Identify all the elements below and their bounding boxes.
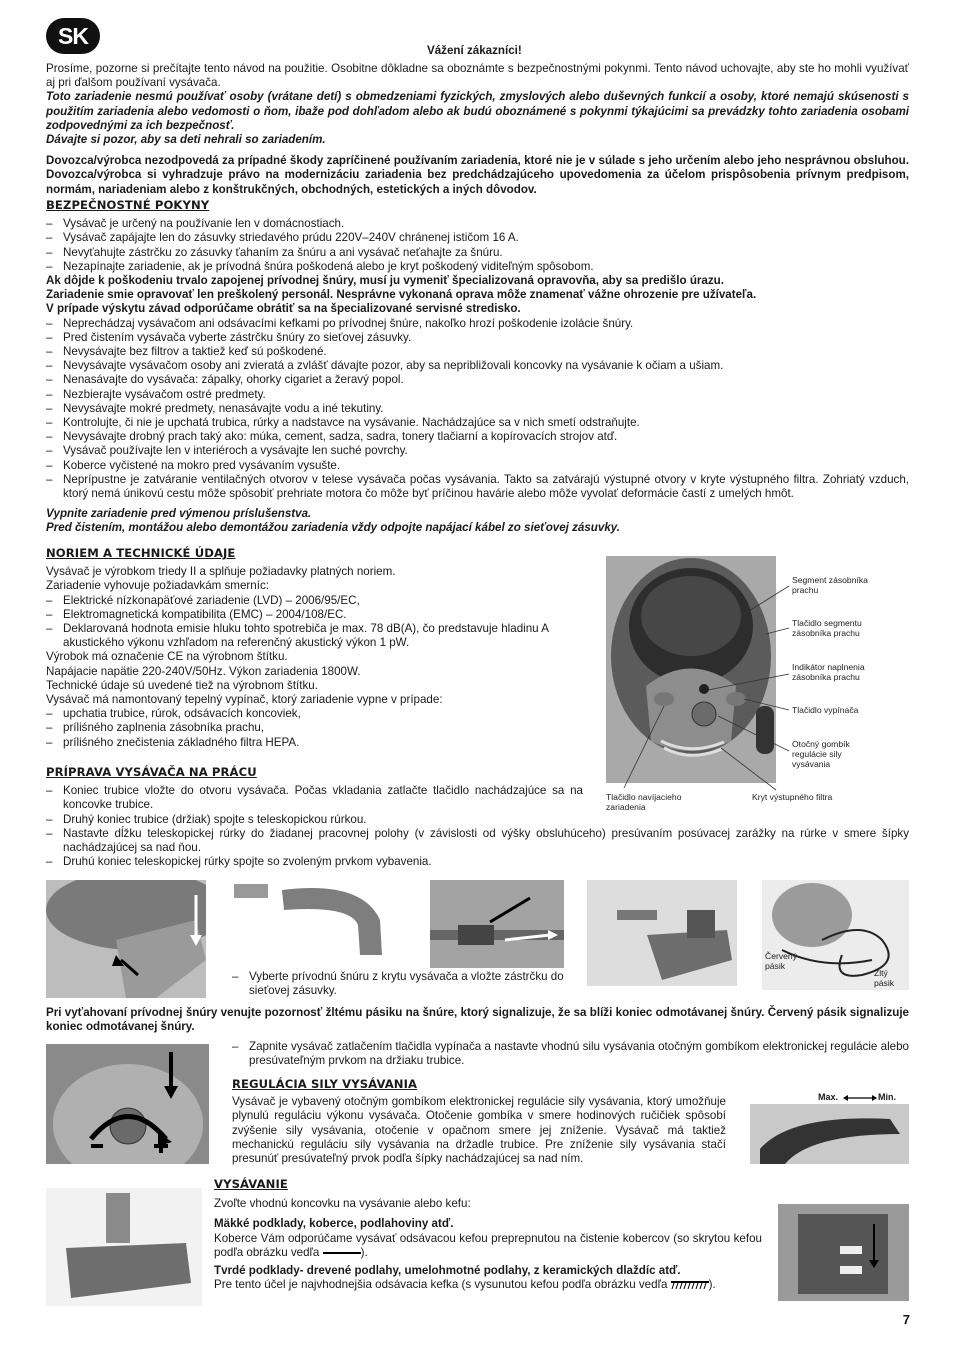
- retracted-brush-icon: [323, 1250, 361, 1256]
- list-item: – Deklarovaná hodnota emisie hluku tohto spotrebiča je max. 78 dB(A), čo predstavuje hladinu A akustického výkonu vzhľadom na referenčný akustický výkon 1 pW.: [46, 622, 591, 650]
- prep-section: [46, 765, 909, 869]
- norms-line: Vysávač je výrobkom triedy II a splňuje požiadavky platných noriem.: [46, 565, 396, 579]
- list-item: – Kontrolujte, či nie je upchatá trubica, rúrky a nadstavce na vysávanie. Nachádzajúce sa v nich smetí odstraňujte.: [46, 416, 909, 430]
- norms-line: Napájacie napätie 220-240V/50Hz. Výkon zariadenia 1800W.: [46, 664, 361, 678]
- norms-line: Zariadenie vyhovuje požiadavkám smerníc:: [46, 579, 269, 593]
- norms-line: Technické údaje sú uvedené tiež na výrobnom štítku.: [46, 678, 318, 692]
- label-red-stripe: Červený pásik: [765, 951, 797, 972]
- list-item: – Pred čistením vysávača vyberte zástrčku šnúry zo sieťovej zásuvky.: [46, 331, 909, 345]
- list-item: – Vysávač je určený na používanie len v domácnostiach.: [46, 217, 909, 231]
- label-indicator: Indikátor naplnenia zásobníka prachu: [792, 662, 865, 683]
- safety-heading: BEZPEČNOSTNÉ POKYNY: [46, 198, 210, 212]
- list-item: – Vysávač používajte len v interiéroch a vysávajte len suché povrchy.: [46, 444, 909, 458]
- telescopic-tube-illustration: [430, 880, 564, 968]
- hose-insert-illustration: [46, 880, 206, 998]
- safety-section: [46, 198, 909, 536]
- list-item: – Neprechádzaj vysávačom ani odsávacími kefkami po prívodnej šnúre, nakoľko hrozí poškodenie izolácie šnúry.: [46, 317, 909, 331]
- vacuuming-heading: VYSÁVANIE: [214, 1177, 288, 1191]
- nozzle-switch-illustration: [778, 1204, 909, 1301]
- list-item: – príliśného znečistenia základného filtra HEPA.: [46, 736, 591, 750]
- photo-floor-brush: [587, 880, 737, 986]
- label-segment-button: Tlačidlo segmentu zásobníka prachu: [792, 618, 862, 639]
- regulation-heading: REGULÁCIA SILY VYSÁVANIA: [232, 1077, 418, 1091]
- disclaimer-text: Dovozca/výrobca nezodpovedá za prípadné škody zapríčinené používaním zariadenia, ktoré nie je v súlade s jeho určením alebo jeho nesprávnou obsluhou. Dovozca/výrobca si vyhradzuje právo na modernizáciu zariadenia bez predchádzajúceho upovedomenia za účelom prispôsobenia prívnym predpisom, normám, nariadeniam alebo z konštrukčných, obchodných, estetických a iných dôvodov.: [46, 154, 909, 196]
- list-item: – Nezbierajte vysávačom ostré predmety.: [46, 388, 909, 402]
- norms-line: Vysávač má namontovaný tepelný vypínač, ktorý zariadenie vypne v prípade:: [46, 693, 443, 707]
- list-item: – Nastavte dĺžku teleskopickej rúrky do žiadanej pracovnej polohy (v závislosti od výšky obsluhúceho) presúvaním posúvacej zarážky na rúrke v smere šípky nachádzajúcej sa nad ňou.: [46, 827, 909, 855]
- label-filter-cover: Kryt výstupného filtra: [752, 792, 833, 802]
- norms-line: Výrobok má označenie CE na výrobnom štítku.: [46, 650, 288, 664]
- list-item: – Vyberte prívodnú šnúru z krytu vysávača a vložte zástrčku do sieťovej zásuvky.: [232, 970, 572, 998]
- greeting: Vážení zákazníci!: [427, 44, 522, 57]
- cord-list: [232, 970, 572, 998]
- min-label: Min.: [878, 1092, 896, 1102]
- label-knob: Otočný gombík regulácie sily vysávania: [792, 739, 850, 770]
- intro-text: Prosíme, pozorne si prečítajte tento návod na použitie. Osobitne dôkladne sa oboznámte s bezpečnostnými pokynmi. Tento návod uchovajte, aby ste ho mohli využívať aj pri ďalšom používaní vysávača.: [46, 62, 909, 90]
- warning-text: Toto zariadenie nesmú používať osoby (vrátane detí) s obmedzeniami fyzických, zmyslových alebo duševných funkcií a osoby, ktoré nemajú skúsenosti s použitím zariadenia alebo vedomosti o ňom, ibaže pod dohľadom alebo ak budú oboznámené s pokynmi týkajúcimi sa prevádzky tohto zariadenia osobami zodpovednými za ich bezpečnosť.: [46, 90, 909, 132]
- language-badge: SK: [46, 18, 100, 54]
- list-item: – Nevysávajte mokré predmety, nenasávajte vodu a iné tekutiny.: [46, 402, 909, 416]
- prep-heading: PRÍPRAVA VYSÁVAČA NA PRÁCU: [46, 765, 257, 779]
- list-item: – Nevysávajte vysávačom osoby ani zvieratá a zvlášť dávajte pozor, aby sa nepribližovali koncovky na vysávanie k očiam a ušiam.: [46, 359, 909, 373]
- list-item: – Elektromagnetická kompatibilita (EMC) – 2004/108/EC.: [46, 608, 591, 622]
- max-label: Max.: [818, 1092, 839, 1102]
- safety-bold-3: V prípade výskytu závad odporúčame obrátiť sa na špecializované servisné stredisko.: [46, 302, 521, 316]
- hard-text-b: ).: [708, 1278, 716, 1292]
- norms-heading: NORIEM A TECHNICKÉ ÚDAJE: [46, 546, 236, 560]
- norms-section: [46, 546, 591, 750]
- floor-brush-illustration: [587, 880, 737, 986]
- double-arrow-icon: [843, 1094, 877, 1102]
- list-item: – Nevysávajte bez filtrov a taktiež keď sú poškodené.: [46, 345, 909, 359]
- photo-handle: [232, 880, 392, 955]
- list-item: – Elektrické nízkonapäťové zariadenie (LVD) – 2006/95/EC,: [46, 594, 591, 608]
- safety-final-1: Vypnite zariadenie pred výmenou príslušenstva.: [46, 507, 312, 521]
- list-item: – Nevyťahujte zástrčku zo zásuvky ťahaním za šnúru a ani vysávač neťahajte za šnúru.: [46, 246, 909, 260]
- regulation-text: Vysávač je vybavený otočným gombíkom elektronickej regulácie sily vysávania, ktorý umožňuje plynulú reguláciu výkonu vysávača. Otočenie gombíka v smere hodinových ručičiek spôsobí zvýšenie sily vysávania, otočenie v opačnom smere jej zníženie. Vysávač má taktiež mechanickú reguláciu sily vysávania na držadle trubice. Pre zníženie sily vysávania stačí presunúť presúvateľný prvok podľa šípky nachádzajúcej sa nad ním.: [232, 1095, 726, 1166]
- list-item: – Druhý koniec trubice (držiak) spojte s teleskopickou rúrkou.: [46, 813, 909, 827]
- photo-telescopic-tube: [430, 880, 564, 968]
- list-item: – Neprípustne je zatváranie ventilačných otvorov v telese vysávača počas vysávania. Takto sa zatvárajú výstupné otvory v kryte výstupného filtra. Zohriatý vzduch, ktorý nemá únikovú cestu môže spôsobiť prehriate motora čo môže byť príčinou havárie alebo môže vyvolať deformácie častí z umelých hmôt.: [46, 473, 909, 501]
- vacuuming-section: [214, 1177, 762, 1292]
- list-item: – Zapnite vysávač zatlačením tlačidla vypínača a nastavte vhodnú silu vysávania otočným gombíkom elektronickej regulácie alebo presúvateľným prvkom na držiaku trubice.: [232, 1040, 909, 1068]
- vacuuming-intro: Zvoľte vhodnú koncovku na vysávanie alebo kefu:: [214, 1197, 471, 1211]
- regulation-section: [232, 1077, 726, 1166]
- norms-list-2: [46, 707, 591, 750]
- intro-block: [46, 62, 909, 197]
- prep-list: [46, 784, 909, 869]
- list-item: – upchatia trubice, rúrok, odsávacích koncoviek,: [46, 707, 591, 721]
- list-item: – Koberce vyčistené na mokro pred vysávaním vysušte.: [46, 459, 909, 473]
- safety-bold-1: Ak dôjde k poškodeniu trvalo zapojenej prívodnej šnúry, musí ju vymeniť špecializovaná opravovňa, aby sa predišlo úrazu.: [46, 274, 724, 288]
- cord-note: Pri vyťahovaní prívodnej šnúry venujte pozornosť žltému pásiku na šnúre, ktorý signalizuje, že sa blíži koniec odmotávanej šnúry. Červený pásik signalizuje koniec odmotávanej šnúry.: [46, 1006, 909, 1034]
- label-power-button: Tlačidlo vypínača: [792, 705, 859, 715]
- list-item: – príliśného zaplnenia zásobníka prachu,: [46, 721, 591, 735]
- list-item: – Nevysávajte drobný prach taký ako: múka, cement, sadza, sadra, tonery tlačiarní a kopírovacích strojov atď.: [46, 430, 909, 444]
- list-item: – Nezapínajte zariadenie, ak je prívodná šnúra poškodená alebo je kryt poškodený viditeľným spôsobom.: [46, 260, 909, 274]
- photo-hose-insert: [46, 880, 206, 998]
- soft-surface-title: Mäkké podklady, koberce, podlahoviny atď.: [214, 1217, 454, 1231]
- knob-illustration: [46, 1044, 209, 1164]
- handle-illustration: [232, 880, 392, 955]
- handle-photo: [750, 1104, 909, 1164]
- hard-surface-text: [214, 1278, 762, 1292]
- label-segment: Segment zásobníka prachu: [792, 575, 868, 596]
- children-warning: Dávajte si pozor, aby sa deti nehrali so zariadením.: [46, 133, 326, 147]
- soft-surface-text: [214, 1232, 762, 1260]
- page-number: 7: [902, 1312, 910, 1327]
- hard-surface-title: Tvrdé podklady- drevené podlahy, umelohmotné podlahy, z keramických dlaždíc atď.: [214, 1264, 681, 1278]
- switch-list: [232, 1040, 909, 1068]
- photo-nozzle-switch: [778, 1204, 909, 1301]
- brush-nozzle-illustration: [46, 1188, 202, 1306]
- safety-bold-2: Zariadenie smie opravovať len preškolený personál. Nesprávne vykonaná oprava môže znamenať vážne ohrozenie pre užívateľa.: [46, 288, 757, 302]
- list-item: – Vysávač zapájajte len do zásuvky striedavého prúdu 220V–240V chránenej ističom 16 A.: [46, 231, 909, 245]
- safety-final-2: Pred čistením, montážou alebo demontážou zariadenia vždy odpojte napájací kábel zo sieťovej zásuvky.: [46, 521, 621, 535]
- soft-text-b: ).: [360, 1245, 368, 1259]
- list-item: – Druhú koniec teleskopickej rúrky spojte so zvoleným prvkom vybavenia.: [46, 855, 909, 869]
- list-item: – Koniec trubice vložte do otvoru vysávača. Počas vkladania zatlačte tlačidlo nachádzajúce sa na koncovke trubice.: [46, 784, 583, 812]
- hard-text-a: Pre tento účel je najvhodnejšia odsávacia kefka (s vysunutou kefou podľa obrázku vedľa: [214, 1278, 668, 1292]
- label-yellow-stripe: Žltý pásik: [874, 968, 895, 989]
- handle-regulation-figure: [750, 1092, 909, 1164]
- soft-text-a: Koberce Vám odporúčame vysávať odsávacou kefou preprepnutou na čistenie kobercov (so skrytou kefou podľa obrázku vedľa: [214, 1231, 762, 1259]
- list-item: – Nenasávajte do vysávača: zápalky, ohorky cigariet a žeravý popol.: [46, 373, 909, 387]
- photo-brush-nozzle: [46, 1188, 202, 1306]
- photo-knob: [46, 1044, 209, 1164]
- callout-lines: [606, 556, 796, 796]
- extended-brush-icon: [671, 1281, 709, 1289]
- safety-list-a: [46, 217, 909, 274]
- label-cord-button: Tlačidlo navíjacieho zariadenia: [606, 792, 682, 813]
- norms-list: [46, 594, 591, 651]
- safety-list-b: [46, 317, 909, 502]
